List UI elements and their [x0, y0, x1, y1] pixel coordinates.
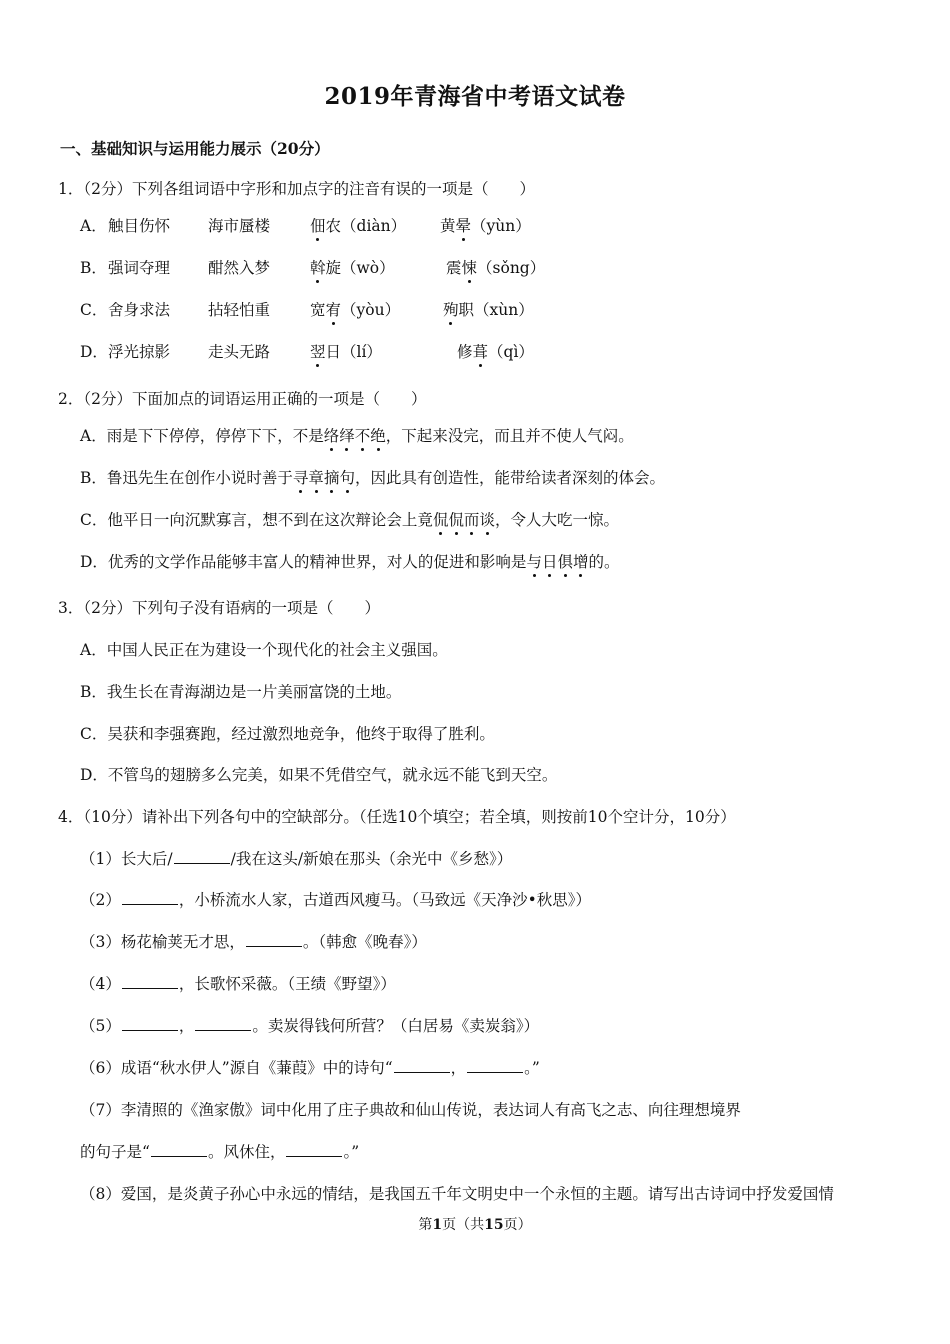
page-total: 15: [484, 1217, 504, 1233]
answer-blank: [122, 1016, 178, 1031]
answer-blank: [122, 890, 178, 905]
question-4-item-8: （8）爱国，是炎黄子孙心中永远的情结，是我国五千年文明史中一个永恒的主题。请写出古诗词中抒发爱国情: [80, 1185, 834, 1203]
page-footer: 第1页（共15页）: [418, 1217, 532, 1233]
answer-blank: [394, 1058, 450, 1073]
question-2-option-d: D．优秀的文学作品能够丰富人的精神世界，对人的促进和影响是与日俱增的。: [80, 553, 620, 571]
answer-blank: [122, 974, 178, 989]
question-2-option-a: A．雨是下下停停，停停下下，不是络绎不绝，下起来没完，而且并不使人气闷。: [80, 427, 634, 445]
answer-blank: [195, 1016, 251, 1031]
answer-blank: [286, 1142, 342, 1157]
section-heading: 一、基础知识与运用能力展示（20分）: [60, 139, 330, 158]
question-1-stem: 1．（2分）下列各组词语中字形和加点字的注音有误的一项是（ ）: [58, 180, 535, 198]
question-4-item-6: （6）成语“秋水伊人”源自《蒹葭》中的诗句“ ， 。”: [80, 1059, 540, 1077]
question-4-item-2: （2） ，小桥流水人家，古道西风瘦马。（马致远《天净沙•秋思》）: [80, 891, 592, 909]
question-3-option-c: C．吴获和李强赛跑，经过激烈地竞争，他终于取得了胜利。: [80, 725, 495, 743]
question-4-item-7-line-1: （7）李清照的《渔家傲》词中化用了庄子典故和仙山传说，表达词人有高飞之志、向往理想境界: [80, 1101, 741, 1119]
question-4-item-5: （5） ， 。卖炭得钱何所营？（白居易《卖炭翁》）: [80, 1017, 540, 1035]
answer-blank: [467, 1058, 523, 1073]
page-number: 1: [432, 1217, 443, 1233]
question-3-option-b: B．我生长在青海湖边是一片美丽富饶的土地。: [80, 683, 402, 701]
exam-page: 2019年青海省中考语文试卷 一、基础知识与运用能力展示（20分） 1．（2分）下列各组词语中字形和加点字的注音有误的一项是（ ） A． 触目伤怀 海市蜃楼 佃农（diàn） 黄晕（yùn） B． 强词夺理 酣然入梦 斡旋（wò） 震悚（sǒng） C． 舍身求法 拈轻怕重 宽宥（yòu） 殉职（xùn） D． 浮光掠影 走头无路 翌日（lí） 修葺（qì） 2．（2分）下面加点的词语运用正确的一项是（ ） A．雨是下下停停，停停下下，不是络绎不绝，下起来没完，而且并不使人气闷。 B．鲁迅先生在创作小说时善于寻章摘句，因此具有创造性，能带给读者深刻的体会。 C．他平日一向沉默寡言，想不到在这次辩论会上竟侃侃而谈，令人大吃一惊。 D．优秀的文学作品能够丰富人的精神世界，对人的促进和影响是与日俱增的。 3．（2分）下列句子没有语病的一项是（ ） A．中国人民正在为建设一个现代化的社会主义强国。 B．我生长在青海湖边是一片美丽富饶的土地。 C．吴获和李强赛跑，经过激烈地竞争，他终于取得了胜利。 D．不管鸟的翅膀多么完美，如果不凭借空气，就永远不能飞到天空。 4．（10分）请补出下列各句中的空缺部分。（任选10个填空；若全填，则按前10个空计分，10分） （1）长大后/ /我在这头/新娘在那头（余光中《乡愁》） （2） ，小桥流水人家，古道西风瘦马。（马致远《天净沙•秋思》） （3）杨花榆荚无才思， 。（韩愈《晚春》） （4） ，长歌怀采薇。（王绩《野望》） （5） ， 。卖炭得钱何所营？（白居易《卖炭翁》） （6）成语“秋水伊人”源自《蒹葭》中的诗句“ ， 。” （7）李清照的《渔家傲》词中化用了庄子典故和仙山传说，表达词人有高飞之志、向往理想境界 的句子是“ 。风休住， 。” （8）爱国，是炎黄子孙心中永远的情结，是我国五千年文明史中一个永恒的主题。请写出古诗词中抒发爱国情 第1页（共15页）: [0, 0, 950, 1344]
page-title: 2019年青海省中考语文试卷: [324, 83, 626, 110]
question-4-item-1: （1）长大后/ /我在这头/新娘在那头（余光中《乡愁》）: [80, 850, 513, 868]
question-3-option-d: D．不管鸟的翅膀多么完美，如果不凭借空气，就永远不能飞到天空。: [80, 766, 558, 784]
question-4-item-4: （4） ，长歌怀采薇。（王绩《野望》）: [80, 975, 396, 993]
question-4-stem: 4．（10分）请补出下列各句中的空缺部分。（任选10个填空；若全填，则按前10个空计分，10分）: [58, 808, 736, 826]
answer-blank: [246, 932, 302, 947]
question-2-option-c: C．他平日一向沉默寡言，想不到在这次辩论会上竟侃侃而谈，令人大吃一惊。: [80, 511, 619, 529]
answer-blank: [151, 1142, 207, 1157]
question-4-item-3: （3）杨花榆荚无才思， 。（韩愈《晚春》）: [80, 933, 427, 951]
question-3-stem: 3．（2分）下列句子没有语病的一项是（ ）: [58, 599, 380, 617]
question-4-item-7-line-2: 的句子是“ 。风休住， 。”: [80, 1143, 360, 1161]
question-3-option-a: A．中国人民正在为建设一个现代化的社会主义强国。: [80, 641, 448, 659]
answer-blank: [174, 849, 230, 864]
question-2-stem: 2．（2分）下面加点的词语运用正确的一项是（ ）: [58, 390, 427, 408]
question-2-option-b: B．鲁迅先生在创作小说时善于寻章摘句，因此具有创造性，能带给读者深刻的体会。: [80, 469, 665, 487]
